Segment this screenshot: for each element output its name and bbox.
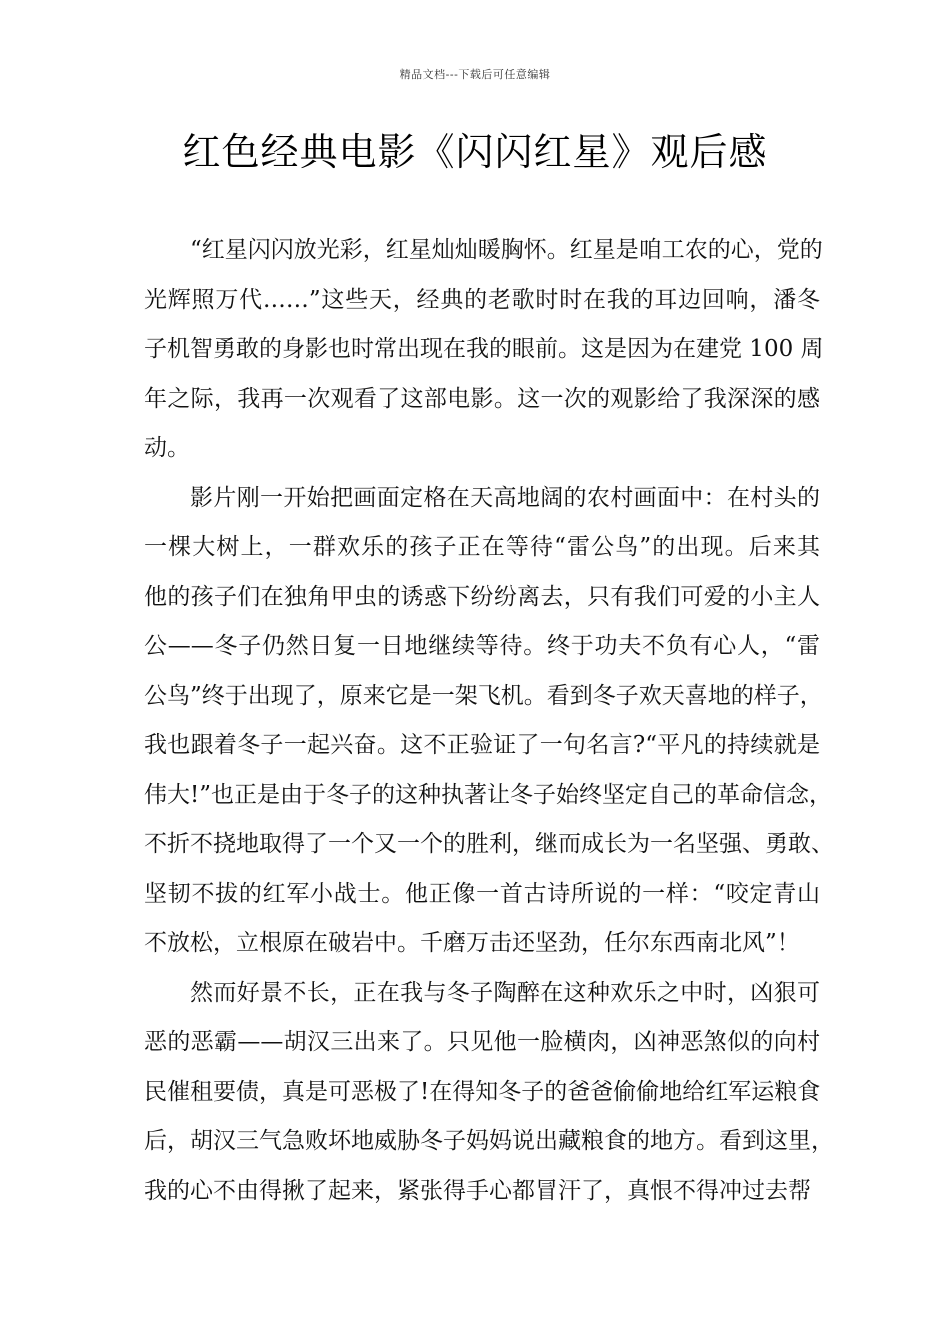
text-line: 他的孩子们在独角甲虫的诱惑下纷纷离去，只有我们可爱的小主人 xyxy=(144,583,820,610)
text-line: 我的心不由得揪了起来，紧张得手心都冒汗了，真恨不得冲过去帮 xyxy=(144,1177,811,1204)
text-line: 民催租要债，真是可恶极了!在得知冬子的爸爸偷偷地给红军运粮食 xyxy=(144,1078,821,1105)
text-line: 坚韧不拔的红军小战士。他正像一首古诗所说的一样：“咬定青山 xyxy=(144,880,820,907)
text-line: 我也跟着冬子一起兴奋。这不正验证了一句名言?“平凡的持续就是 xyxy=(144,732,820,758)
text-line: 后，胡汉三气急败坏地威胁冬子妈妈说出藏粮食的地方。看到这里， xyxy=(144,1128,834,1154)
text-line: 一棵大树上，一群欢乐的孩子正在等待“雷公鸟”的出现。后来其 xyxy=(144,534,820,560)
paragraph xyxy=(144,226,824,474)
text-line: 不放松，立根原在破岩中。千磨万击还坚劲，任尔东西南北风”！ xyxy=(144,930,800,956)
text-line: 子机智勇敢的身影也时常出现在我的眼前。这是因为在建党 100 周 xyxy=(144,336,824,362)
text-line: 公——冬子仍然日复一日地继续等待。终于功夫不负有心人，“雷 xyxy=(144,633,820,659)
text-line: 年之际，我再一次观看了这部电影。这一次的观影给了我深深的感 xyxy=(144,385,820,412)
text-line: 影片刚一开始把画面定格在天高地阔的农村画面中：在村头的 xyxy=(190,484,820,511)
paragraph xyxy=(144,474,834,969)
text-line: 不折不挠地取得了一个又一个的胜利，继而成长为一名坚强、勇敢、 xyxy=(144,831,834,857)
text-line: 光辉照万代……”这些天，经典的老歌时时在我的耳边回响，潘冬 xyxy=(144,286,820,313)
paragraph xyxy=(144,969,834,1217)
text-line: 恶的恶霸——胡汉三出来了。只见他一脸横肉，凶神恶煞似的向村 xyxy=(144,1029,820,1055)
text-line: “红星闪闪放光彩，红星灿灿暖胸怀。红星是咱工农的心，党的 xyxy=(190,237,823,263)
text-line: 然而好景不长，正在我与冬子陶醉在这种欢乐之中时，凶狠可 xyxy=(190,979,820,1006)
document-body xyxy=(144,226,834,1216)
document-title: 红色经典电影《闪闪红星》观后感 xyxy=(182,130,768,174)
header-note: 精品文档---下载后可任意编辑 xyxy=(399,68,551,81)
text-line: 伟大!”也正是由于冬子的这种执著让冬子始终坚定自己的革命信念， xyxy=(144,781,833,808)
text-line: 公鸟”终于出现了，原来它是一架飞机。看到冬子欢天喜地的样子， xyxy=(144,682,823,709)
text-line: 动。 xyxy=(144,435,190,461)
